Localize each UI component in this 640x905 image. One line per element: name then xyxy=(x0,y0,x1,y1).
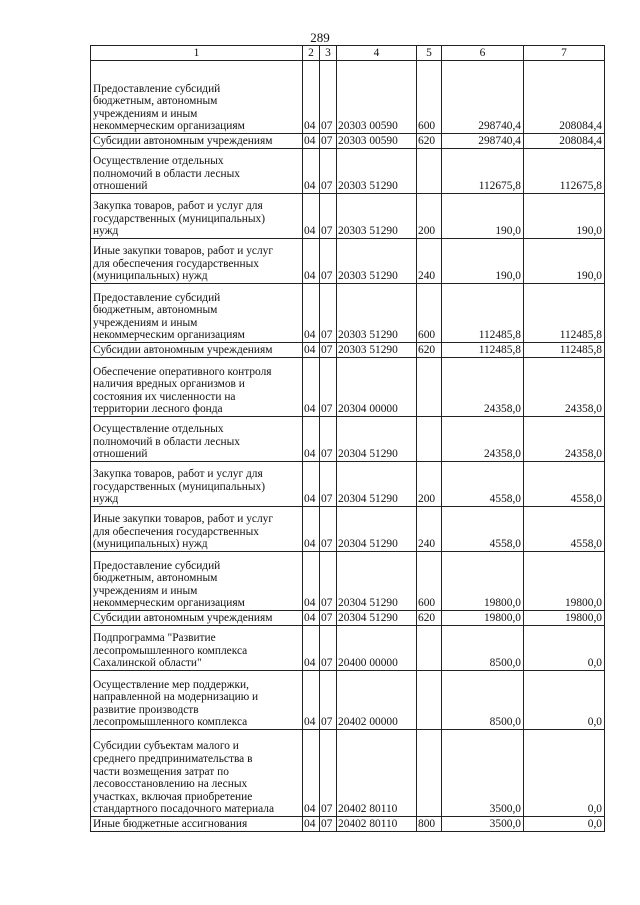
row-name-cell: Осуществление отдельных полномочий в области лесных отношений xyxy=(91,417,303,462)
row-amount-7-cell: 112485,8 xyxy=(524,343,605,358)
row-section-cell: 04 xyxy=(303,284,320,343)
row-amount-6-cell: 24358,0 xyxy=(442,417,524,462)
row-target-code-cell: 20304 00000 xyxy=(337,358,417,417)
row-expense-type-cell xyxy=(417,417,442,462)
row-amount-7-cell: 24358,0 xyxy=(524,358,605,417)
row-subsection-cell: 07 xyxy=(320,730,337,817)
row-section-cell: 04 xyxy=(303,611,320,626)
row-amount-7-cell: 208084,4 xyxy=(524,134,605,149)
row-section-cell: 04 xyxy=(303,417,320,462)
row-amount-6-cell: 298740,4 xyxy=(442,61,524,134)
row-amount-7-cell: 208084,4 xyxy=(524,61,605,134)
row-subsection-cell: 07 xyxy=(320,149,337,194)
column-header-5: 5 xyxy=(417,46,442,61)
row-name-cell: Подпрограмма "Развитие лесопромышленного комплекса Сахалинской области" xyxy=(91,626,303,671)
row-section-cell: 04 xyxy=(303,343,320,358)
row-expense-type-cell: 600 xyxy=(417,61,442,134)
row-expense-type-cell: 620 xyxy=(417,134,442,149)
row-amount-7-cell: 24358,0 xyxy=(524,417,605,462)
row-expense-type-cell xyxy=(417,730,442,817)
row-amount-6-cell: 19800,0 xyxy=(442,552,524,611)
column-header-6: 6 xyxy=(442,46,524,61)
row-amount-6-cell: 4558,0 xyxy=(442,462,524,507)
row-section-cell: 04 xyxy=(303,462,320,507)
row-target-code-cell: 20303 51290 xyxy=(337,149,417,194)
row-subsection-cell: 07 xyxy=(320,462,337,507)
row-expense-type-cell: 600 xyxy=(417,552,442,611)
row-expense-type-cell: 620 xyxy=(417,611,442,626)
row-expense-type-cell: 240 xyxy=(417,239,442,284)
row-amount-6-cell: 8500,0 xyxy=(442,671,524,730)
row-name-cell: Субсидии субъектам малого и среднего предпринимательства в части возмещения затрат по лесовосстановлению на лесных участках, включая приобретение стандартного посадочного материала xyxy=(91,730,303,817)
row-name-cell: Предоставление субсидий бюджетным, автономным учреждениям и иным некоммерческим организациям xyxy=(91,61,303,134)
row-amount-7-cell: 112485,8 xyxy=(524,284,605,343)
row-name-cell: Предоставление субсидий бюджетным, автономным учреждениям и иным некоммерческим организациям xyxy=(91,552,303,611)
row-amount-7-cell: 19800,0 xyxy=(524,611,605,626)
row-section-cell: 04 xyxy=(303,817,320,832)
row-subsection-cell: 07 xyxy=(320,61,337,134)
row-expense-type-cell: 600 xyxy=(417,284,442,343)
row-subsection-cell: 07 xyxy=(320,817,337,832)
row-amount-6-cell: 19800,0 xyxy=(442,611,524,626)
row-amount-6-cell: 112675,8 xyxy=(442,149,524,194)
row-target-code-cell: 20304 51290 xyxy=(337,507,417,552)
row-name-cell: Субсидии автономным учреждениям xyxy=(91,611,303,626)
table-row xyxy=(91,358,605,417)
row-amount-7-cell: 0,0 xyxy=(524,671,605,730)
row-section-cell: 04 xyxy=(303,626,320,671)
row-target-code-cell: 20304 51290 xyxy=(337,552,417,611)
row-subsection-cell: 07 xyxy=(320,552,337,611)
budget-table xyxy=(90,45,605,832)
row-subsection-cell: 07 xyxy=(320,611,337,626)
column-header-3: 3 xyxy=(320,46,337,61)
row-amount-7-cell: 0,0 xyxy=(524,817,605,832)
row-name-cell: Иные закупки товаров, работ и услуг для обеспечения государственных (муниципальных) нужд xyxy=(91,239,303,284)
row-target-code-cell: 20304 51290 xyxy=(337,462,417,507)
column-header-2: 2 xyxy=(303,46,320,61)
table-row xyxy=(91,462,605,507)
row-amount-7-cell: 0,0 xyxy=(524,730,605,817)
column-header-4: 4 xyxy=(337,46,417,61)
row-target-code-cell: 20402 80110 xyxy=(337,730,417,817)
row-target-code-cell: 20402 80110 xyxy=(337,817,417,832)
row-name-cell: Осуществление отдельных полномочий в области лесных отношений xyxy=(91,149,303,194)
row-section-cell: 04 xyxy=(303,194,320,239)
table-row xyxy=(91,817,605,832)
table-row xyxy=(91,134,605,149)
row-expense-type-cell: 620 xyxy=(417,343,442,358)
row-target-code-cell: 20303 51290 xyxy=(337,194,417,239)
table-row xyxy=(91,194,605,239)
row-expense-type-cell: 800 xyxy=(417,817,442,832)
row-subsection-cell: 07 xyxy=(320,358,337,417)
row-amount-7-cell: 112675,8 xyxy=(524,149,605,194)
row-name-cell: Иные закупки товаров, работ и услуг для обеспечения государственных (муниципальных) нужд xyxy=(91,507,303,552)
row-target-code-cell: 20304 51290 xyxy=(337,611,417,626)
row-subsection-cell: 07 xyxy=(320,507,337,552)
row-target-code-cell: 20303 51290 xyxy=(337,239,417,284)
row-section-cell: 04 xyxy=(303,552,320,611)
table-row xyxy=(91,149,605,194)
row-amount-6-cell: 190,0 xyxy=(442,194,524,239)
row-amount-6-cell: 24358,0 xyxy=(442,358,524,417)
table-row xyxy=(91,343,605,358)
page-number: 289 xyxy=(310,30,330,45)
row-amount-7-cell: 4558,0 xyxy=(524,507,605,552)
row-amount-6-cell: 3500,0 xyxy=(442,730,524,817)
table-row xyxy=(91,611,605,626)
row-amount-7-cell: 4558,0 xyxy=(524,462,605,507)
header-row xyxy=(91,46,605,61)
row-name-cell: Обеспечение оперативного контроля наличия вредных организмов и состояния их численности на территории лесного фонда xyxy=(91,358,303,417)
row-amount-7-cell: 190,0 xyxy=(524,194,605,239)
row-expense-type-cell: 240 xyxy=(417,507,442,552)
column-header-7: 7 xyxy=(524,46,605,61)
row-subsection-cell: 07 xyxy=(320,343,337,358)
row-subsection-cell: 07 xyxy=(320,417,337,462)
row-subsection-cell: 07 xyxy=(320,671,337,730)
row-name-cell: Осуществление мер поддержки, направленной на модернизацию и развитие производств лесопромышленного комплекса xyxy=(91,671,303,730)
row-subsection-cell: 07 xyxy=(320,284,337,343)
row-section-cell: 04 xyxy=(303,671,320,730)
row-section-cell: 04 xyxy=(303,507,320,552)
row-name-cell: Закупка товаров, работ и услуг для государственных (муниципальных) нужд xyxy=(91,194,303,239)
row-amount-6-cell: 3500,0 xyxy=(442,817,524,832)
row-amount-7-cell: 0,0 xyxy=(524,626,605,671)
table-row xyxy=(91,671,605,730)
table-row xyxy=(91,552,605,611)
table-row xyxy=(91,730,605,817)
row-target-code-cell: 20303 51290 xyxy=(337,284,417,343)
row-amount-7-cell: 190,0 xyxy=(524,239,605,284)
row-amount-7-cell: 19800,0 xyxy=(524,552,605,611)
row-section-cell: 04 xyxy=(303,149,320,194)
row-target-code-cell: 20402 00000 xyxy=(337,671,417,730)
table-row xyxy=(91,417,605,462)
row-section-cell: 04 xyxy=(303,61,320,134)
row-expense-type-cell xyxy=(417,671,442,730)
table-row xyxy=(91,239,605,284)
row-expense-type-cell xyxy=(417,626,442,671)
table-row xyxy=(91,507,605,552)
row-expense-type-cell xyxy=(417,149,442,194)
row-target-code-cell: 20303 00590 xyxy=(337,134,417,149)
row-target-code-cell: 20304 51290 xyxy=(337,417,417,462)
row-target-code-cell: 20303 51290 xyxy=(337,343,417,358)
row-target-code-cell: 20303 00590 xyxy=(337,61,417,134)
row-name-cell: Предоставление субсидий бюджетным, автономным учреждениям и иным некоммерческим организациям xyxy=(91,284,303,343)
table-row xyxy=(91,61,605,134)
row-target-code-cell: 20400 00000 xyxy=(337,626,417,671)
table-row xyxy=(91,626,605,671)
row-section-cell: 04 xyxy=(303,730,320,817)
row-amount-6-cell: 4558,0 xyxy=(442,507,524,552)
table-body xyxy=(91,61,605,832)
row-amount-6-cell: 112485,8 xyxy=(442,284,524,343)
row-section-cell: 04 xyxy=(303,358,320,417)
row-subsection-cell: 07 xyxy=(320,194,337,239)
row-name-cell: Субсидии автономным учреждениям xyxy=(91,134,303,149)
row-amount-6-cell: 298740,4 xyxy=(442,134,524,149)
row-amount-6-cell: 8500,0 xyxy=(442,626,524,671)
row-subsection-cell: 07 xyxy=(320,134,337,149)
column-header-1: 1 xyxy=(91,46,303,61)
row-subsection-cell: 07 xyxy=(320,239,337,284)
row-subsection-cell: 07 xyxy=(320,626,337,671)
row-name-cell: Иные бюджетные ассигнования xyxy=(91,817,303,832)
row-name-cell: Закупка товаров, работ и услуг для государственных (муниципальных) нужд xyxy=(91,462,303,507)
row-expense-type-cell: 200 xyxy=(417,194,442,239)
table-row xyxy=(91,284,605,343)
row-section-cell: 04 xyxy=(303,239,320,284)
row-expense-type-cell: 200 xyxy=(417,462,442,507)
row-expense-type-cell xyxy=(417,358,442,417)
row-name-cell: Субсидии автономным учреждениям xyxy=(91,343,303,358)
row-amount-6-cell: 190,0 xyxy=(442,239,524,284)
row-amount-6-cell: 112485,8 xyxy=(442,343,524,358)
row-section-cell: 04 xyxy=(303,134,320,149)
